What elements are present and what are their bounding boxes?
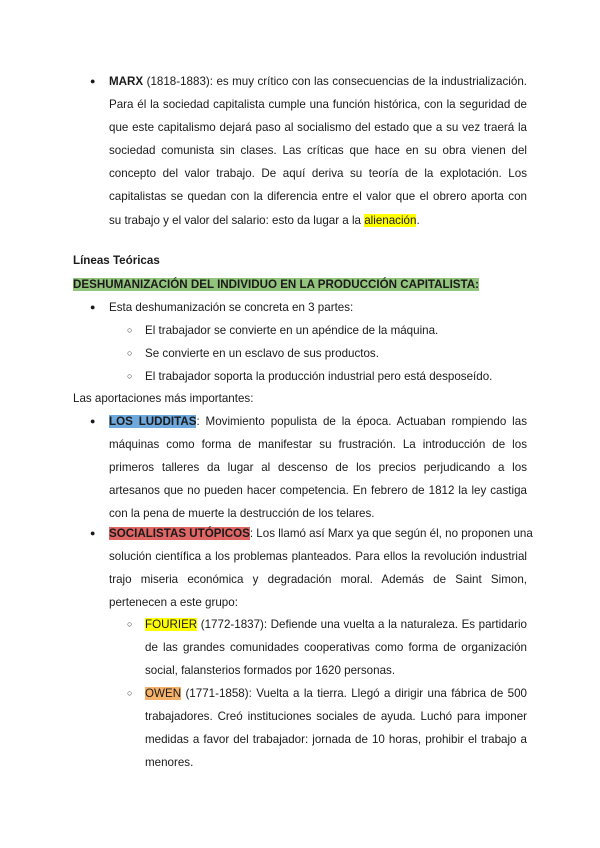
marx-end: . [416,213,420,227]
ludditas-line-4: artesanos que no pueden hacer competencia. En febrero de 1812 la ley castiga [109,484,527,498]
bullet-icon: ● [90,416,96,426]
marx-text: su trabajo y el valor del salario: esto da lugar a la [109,213,365,227]
owen-line-1 [145,682,527,705]
marx-paragraph [109,70,527,232]
marx-line-1 [109,70,527,93]
marx-line-3: que este capitalismo dejará paso al socialismo del estado que a su vez traerá la [109,121,527,135]
marx-line-6: capitalistas se quedan con la diferencia entre el valor que el obrero aporta con [109,190,527,204]
aportaciones-label: Las aportaciones más importantes: [73,392,254,405]
socialistas-label: SOCIALISTAS UTÓPICOS [109,527,250,540]
owen-line-4: menores. [145,756,194,770]
hollow-bullet-icon: ○ [127,688,133,698]
fourier-paragraph [145,613,527,682]
fourier-line-3: social, falansterios formados por 1620 personas. [145,664,396,678]
section-title: Líneas Teóricas [73,254,160,267]
owen-line-2: trabajadores. Creó instituciones sociales de ayuda. Luchó para imponer [145,710,527,724]
marx-line-7 [109,209,527,232]
ludditas-paragraph [109,410,527,525]
socialistas-text: : Los llamó así Marx ya que según él, no proponen una [249,527,533,540]
ludditas-text: : Movimiento populista de la época. Actuaban rompiendo las [196,415,527,428]
owen-line-3: medidas a favor del trabajador: jornada de 10 horas, prohibir el trabajo a [145,733,527,747]
ludditas-label: LOS LUDDITAS [109,415,197,428]
fourier-line-1 [145,613,527,636]
owen-paragraph [145,682,527,774]
fourier-label: FOURIER [145,618,198,631]
bullet-icon: ● [90,528,96,538]
part-item: Se convierte en un esclavo de sus productos. [145,347,379,360]
marx-dates: (1818-1883) [143,75,210,88]
marx-line-2: Para él la sociedad capitalista cumple una función histórica, con la seguridad de [109,98,527,112]
main-heading [73,273,479,296]
ludditas-line-3: primeros talleres da lugar al descenso de los precios perjudicando a los [109,461,527,475]
bullet-icon: ● [90,76,96,86]
bullet-icon: ● [90,302,96,312]
marx-text: : es muy crítico con las consecuencias de la industrialización. [209,75,527,88]
owen-text: (1771-1858): Vuelta a la tierra. Llegó a dirigir una fábrica de 500 [181,687,527,700]
main-heading-highlight: DESHUMANIZACIÓN DEL INDIVIDUO EN LA PRODUCCIÓN CAPITALISTA: [73,278,479,291]
part-item: El trabajador se convierte en un apéndice de la máquina. [145,324,439,337]
marx-line-4: sociedad comunista sin clases. Las críticas que hace en su obra vienen del [109,144,527,158]
ludditas-line-1 [109,410,527,433]
fourier-line-2: de las grandes comunidades cooperativas como forma de organización [145,641,527,655]
hollow-bullet-icon: ○ [127,325,133,335]
hollow-bullet-icon: ○ [127,619,133,629]
owen-label: OWEN [145,687,182,700]
socialistas-line-4: pertenecen a este grupo: [109,596,238,610]
socialistas-line-1 [109,522,533,545]
socialistas-paragraph [109,522,533,614]
alienacion-highlight: alienación [364,213,417,227]
marx-name: MARX [109,75,144,88]
ludditas-line-2: máquinas como forma de manifestar su frustración. La introducción de los [109,438,527,452]
fourier-text: (1772-1837): Defiende una vuelta a la naturaleza. Es partidario [197,618,527,631]
ludditas-line-5: con la pena de muerte la destrucción de los telares. [109,507,375,521]
socialistas-line-2: solución científica a los problemas planteados. Para ellos la revolución industrial [109,550,527,564]
deshumanizacion-intro: Esta deshumanización se concreta en 3 partes: [109,301,354,314]
hollow-bullet-icon: ○ [127,348,133,358]
socialistas-line-3: trajo miseria económica y degradación moral. Además de Saint Simon, [109,573,527,587]
marx-line-5: concepto del valor trabajo. De aquí deriva su teoría de la explotación. Los [109,167,527,181]
part-item: El trabajador soporta la producción industrial pero está desposeído. [145,370,493,383]
hollow-bullet-icon: ○ [127,371,133,381]
